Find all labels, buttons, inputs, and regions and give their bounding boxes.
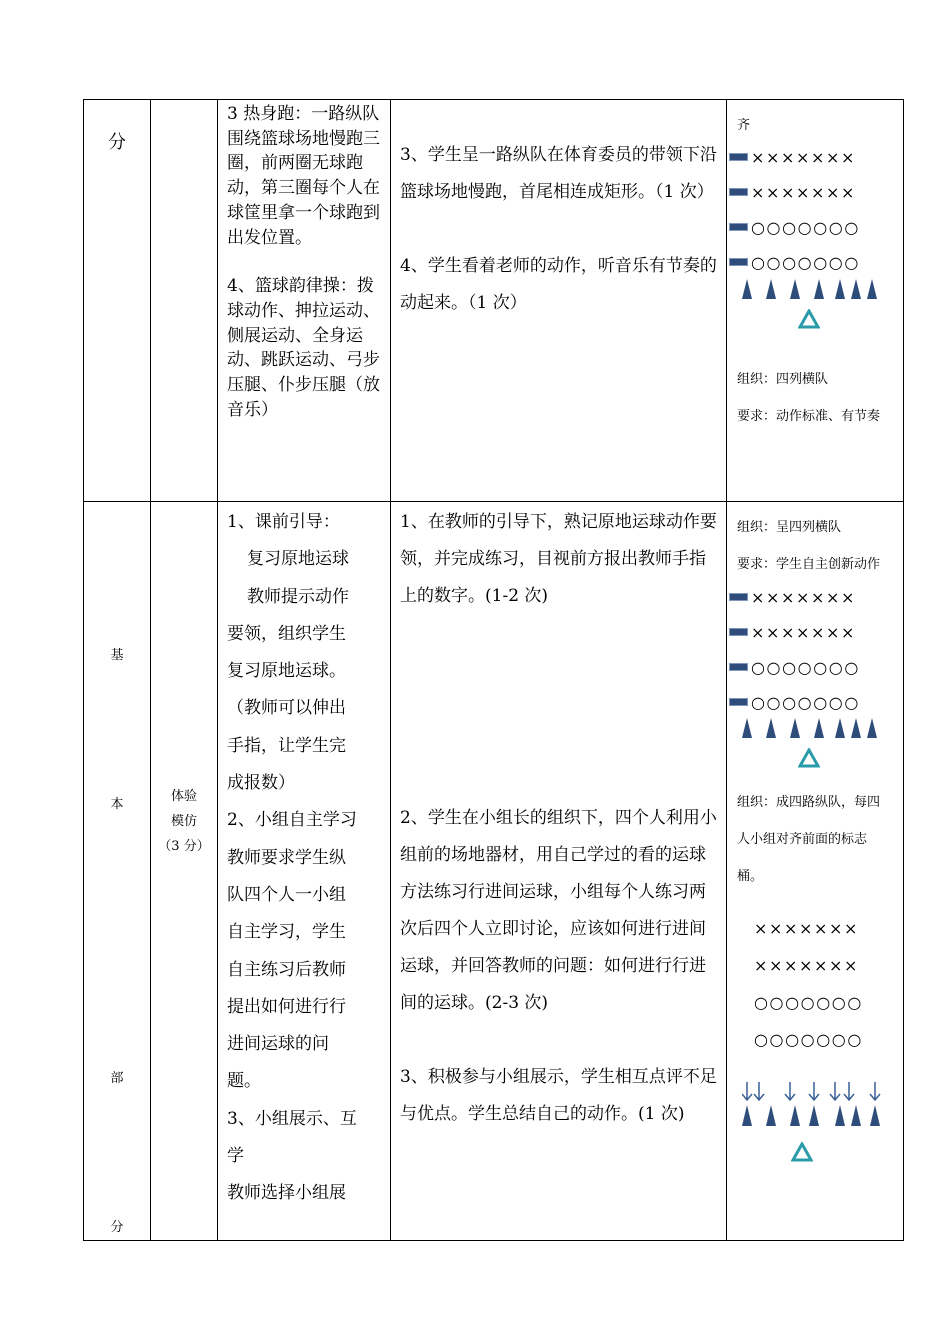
teacher-line: 自主练习后教师 [227, 959, 346, 980]
formation-row: ××××××× [754, 955, 860, 975]
formation-row: ○○○○○○○ [729, 253, 860, 271]
org-text: 组织：四列横队 [737, 372, 829, 387]
cone-markers-icon [742, 277, 882, 301]
formation-row: ××××××× [754, 918, 860, 938]
dribble-arrows-cones-icon [742, 1080, 887, 1130]
teacher-line: 手指，让学生完 [227, 735, 346, 756]
cone-markers-icon [742, 716, 882, 740]
teacher-line: 复习原地运球 [247, 549, 349, 570]
formation-row: ××××××× [729, 623, 856, 641]
section-label-cell: 基 本 部 分 [84, 502, 151, 1241]
flag-icon [729, 258, 748, 266]
student-activity-cell [391, 502, 727, 1241]
student-item: 3、积极参与小组展示，学生相互点评不足与优点。学生总结自己的动作。(1 次) [400, 1067, 717, 1124]
teacher-line: 教师提示动作 [247, 586, 349, 607]
student-item: 4、学生看着老师的动作，听音乐有节奏的动起来。（1 次） [400, 256, 717, 313]
student-item: 1、在教师的引导下，熟记原地运球动作要领，并完成练习，目视前方报出教师手指上的数字。(1-2 次) [400, 512, 717, 606]
student-item: 2、学生在小组长的组织下，四个人利用小组前的场地器材，用自己学过的看的运球方法练习行进间运球，小组每个人练习两次后四个人立即讨论，应该如何进行进间运球，并回答教师的问题：如何进行行进间的运球。(2-3 次) [400, 808, 717, 1013]
table-row [84, 100, 904, 502]
teacher-line: 1、课前引导： [227, 512, 340, 532]
teacher-line: 队四个人一小组 [227, 884, 346, 905]
formation-row: ××××××× [729, 148, 856, 166]
formation-row: ○○○○○○○ [754, 992, 863, 1012]
formation-row: ××××××× [729, 183, 856, 201]
teacher-activity-cell [218, 502, 391, 1241]
section-label-cell: 分 [84, 100, 151, 502]
org-text: 组织：呈四列横队 [737, 520, 842, 535]
teacher-line: 提出如何进行行 [227, 996, 346, 1017]
req-text: 要求：动作标准、有节奏 [737, 409, 881, 424]
flag-icon [729, 153, 748, 161]
flag-icon [729, 188, 748, 196]
method-cell [151, 100, 218, 502]
flag-icon [729, 223, 748, 231]
req-text: 要求：学生自主创新动作 [737, 557, 881, 572]
organization-cell [727, 502, 904, 1241]
student-activity-cell [391, 100, 727, 502]
table-row [84, 502, 904, 1241]
student-item: 3、学生呈一路纵队在体育委员的带领下沿篮球场地慢跑，首尾相连成矩形。（1 次） [400, 145, 717, 202]
teacher-item: 3 热身跑：一路纵队围绕篮球场地慢跑三圈，前两圈无球跑动，第三圈每个人在球筐里拿一个球跑到出发位置。 [227, 104, 380, 248]
teacher-line: 要领，组织学生 [227, 623, 346, 644]
teacher-triangle-icon [798, 309, 820, 329]
lesson-plan-table [83, 99, 904, 1241]
flag-icon [729, 698, 748, 706]
teacher-triangle-icon [791, 1142, 813, 1162]
teacher-line: 复习原地运球。 [227, 661, 346, 682]
formation-row: ○○○○○○○ [729, 658, 860, 676]
teacher-line: 学 [227, 1146, 244, 1167]
formation-row: ××××××× [729, 588, 856, 606]
org2-text: 人小组对齐前面的标志 [737, 832, 868, 847]
teacher-line: 3、小组展示、互 [227, 1108, 357, 1129]
teacher-line: 自主学习，学生 [227, 922, 346, 943]
flag-icon [729, 628, 748, 636]
teacher-line: 成报数） [227, 773, 295, 794]
teacher-line: 2、小组自主学习 [227, 810, 357, 831]
formation-row: ○○○○○○○ [729, 693, 860, 711]
flag-icon [729, 663, 748, 671]
org-top-text: 齐 [737, 118, 751, 133]
teacher-line: 教师要求学生纵 [227, 847, 346, 868]
teacher-line: 教师选择小组展 [227, 1183, 346, 1204]
organization-cell [727, 100, 904, 502]
teacher-line: 进间运球的问 [227, 1034, 329, 1055]
org2-text: 桶。 [737, 869, 764, 884]
org2-text: 组织：成四路纵队，每四 [737, 795, 881, 810]
teacher-item: 4、篮球韵律操：拨球动作、抻拉运动、侧展运动、全身运动、跳跃运动、弓步压腿、仆步压腿（放音乐） [227, 276, 380, 420]
teacher-triangle-icon [798, 748, 820, 768]
method-cell: 体验 模仿 （3 分） [151, 502, 218, 1241]
teacher-activity-cell [218, 100, 391, 502]
formation-row: ○○○○○○○ [754, 1029, 863, 1049]
teacher-line: 题。 [227, 1071, 261, 1092]
teacher-line: （教师可以伸出 [227, 698, 346, 719]
formation-row: ○○○○○○○ [729, 218, 860, 236]
flag-icon [729, 593, 748, 601]
